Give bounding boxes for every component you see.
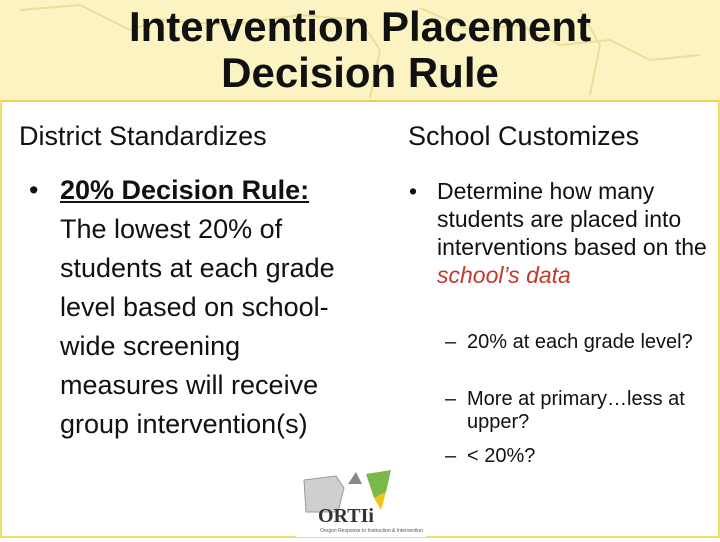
sub-item-text: More at primary…less at upper?	[467, 388, 685, 433]
sub-item-text: 20% at each grade level?	[467, 331, 693, 353]
dash-icon: –	[445, 331, 457, 353]
bullet-dot-icon: •	[409, 178, 418, 204]
right-bullet	[409, 177, 707, 289]
bullet-dot-icon: •	[29, 175, 39, 205]
dash-icon: –	[445, 445, 457, 467]
logo-text: ORTIi	[318, 505, 374, 527]
decision-rule-label: 20% Decision Rule:	[60, 175, 310, 205]
sub-item	[445, 388, 712, 434]
left-column-heading: District Standardizes	[19, 121, 267, 151]
title-band	[0, 0, 720, 102]
slide-title	[0, 4, 720, 96]
ortii-logo	[296, 462, 426, 537]
title-line-1: Intervention Placement	[128, 3, 592, 50]
decision-rule-text: The lowest 20% of students at each grade level based on school-wide screening measures will receive group intervention(s)	[60, 175, 343, 439]
title-line-2: Decision Rule	[221, 49, 499, 96]
sub-item	[445, 331, 712, 354]
school-data-emphasis: school’s data	[437, 262, 571, 288]
sub-item	[445, 445, 712, 468]
dash-icon: –	[445, 388, 457, 410]
customize-text: Determine how many students are placed into interventions based on the	[437, 178, 707, 260]
left-bullet	[29, 171, 343, 444]
sub-item-text: < 20%?	[467, 445, 536, 467]
logo-tagline: Oregon Response to Instruction & Intervention	[320, 528, 423, 534]
ortii-logo-graphic	[296, 462, 426, 537]
right-column-heading: School Customizes	[408, 121, 640, 151]
